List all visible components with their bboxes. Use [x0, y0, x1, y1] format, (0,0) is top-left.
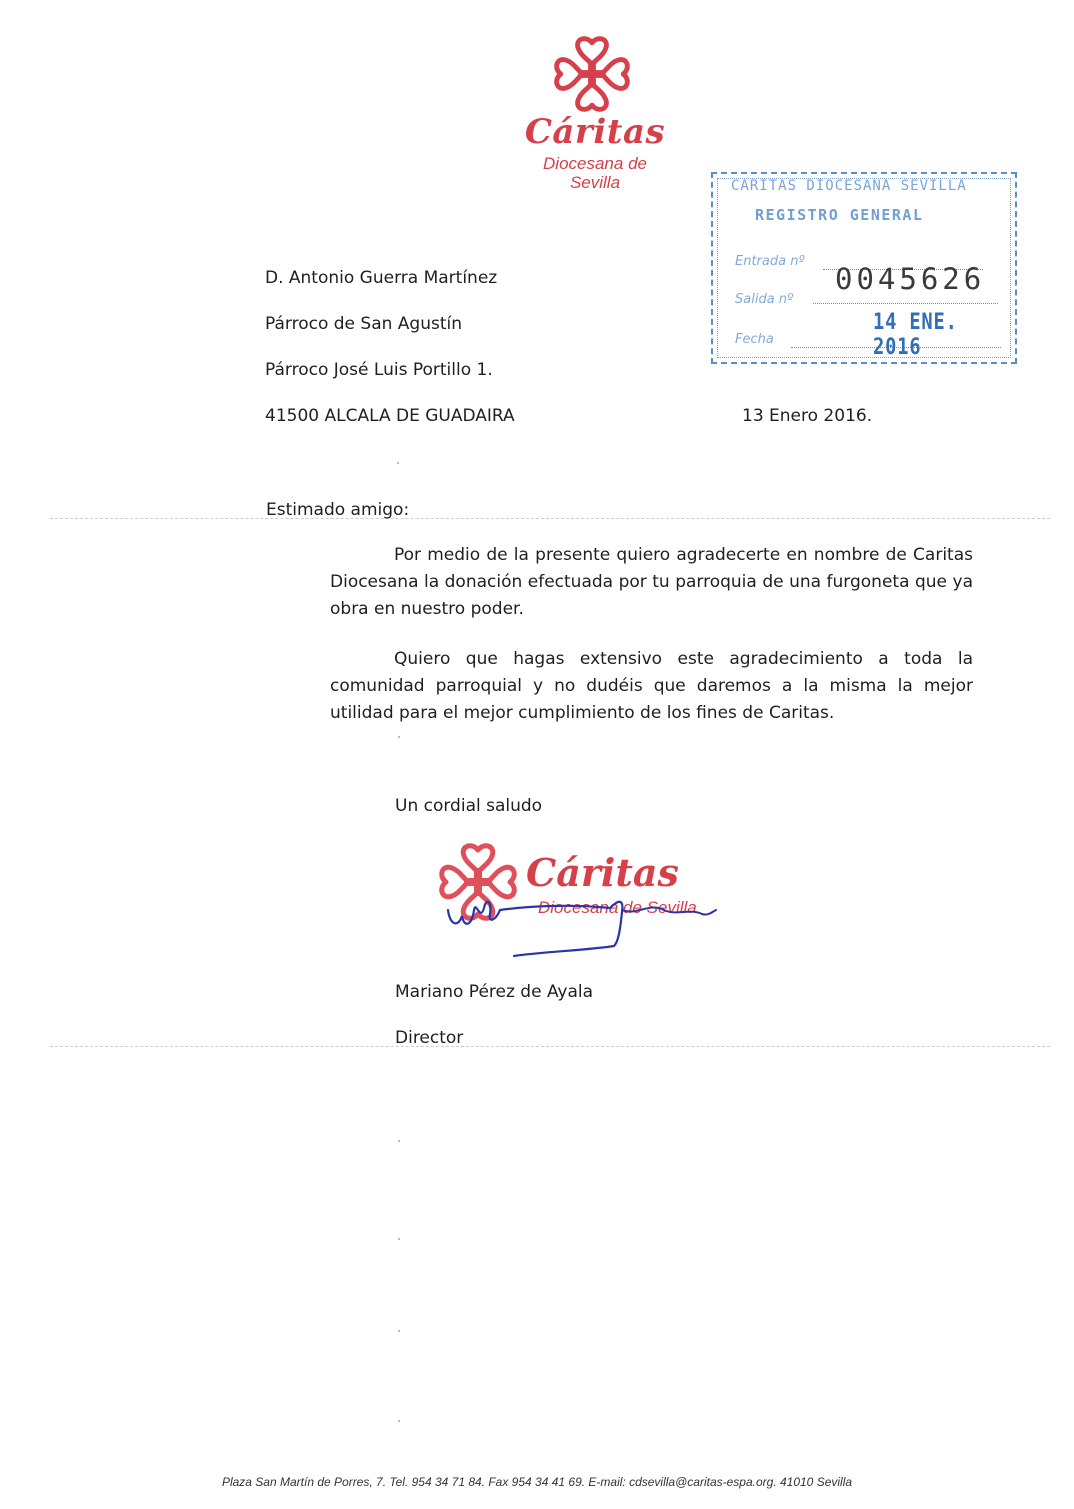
signature-stamp-sub: Diocesana de Sevilla	[538, 898, 697, 917]
letterhead-sub-line2: Sevilla	[569, 173, 621, 192]
body-paragraph-1: Por medio de la presente quiero agradecerte en nombre de Caritas Diocesana la donación efectuada por tu parroquia de una furgoneta que ya obra en nuestro poder.	[330, 545, 973, 619]
letterhead-sub-line1: Diocesana de	[543, 154, 647, 173]
body-paragraph-2: Quiero que hagas extensivo este agradecimiento a toda la comunidad parroquial y no dudéis que daremos a la misma la mejor utilidad para el mejor cumplimiento de los fines de Caritas.	[330, 649, 973, 723]
letterhead-brand: Cáritas	[524, 112, 666, 152]
scan-fleck	[398, 736, 400, 738]
stamp-salida-label: Salida nº	[735, 292, 794, 307]
handwritten-signature	[440, 880, 720, 965]
stamp-fecha-label: Fecha	[735, 332, 774, 347]
stamp-subheader: REGISTRO GENERAL	[755, 206, 924, 224]
letter-date: 13 Enero 2016.	[742, 406, 873, 426]
closing: Un cordial saludo	[395, 796, 543, 816]
signature-stamp-brand: Cáritas	[526, 850, 679, 895]
stamp-date: 14 ENE. 2016	[873, 310, 958, 360]
recipient-address: Párroco José Luis Portillo 1.	[265, 360, 493, 380]
stamp-salida-line	[813, 302, 998, 304]
recipient-role: Párroco de San Agustín	[265, 314, 463, 334]
scan-fleck	[398, 1238, 400, 1240]
scan-artifact-line	[50, 518, 1050, 519]
caritas-cross-logo-icon	[553, 34, 631, 114]
stamp-entrada-label: Entrada nº	[735, 254, 805, 269]
signer-name: Mariano Pérez de Ayala	[395, 982, 594, 1002]
registry-stamp	[711, 172, 1017, 364]
recipient-city: 41500 ALCALA DE GUADAIRA	[265, 406, 515, 426]
stamp-header: CARITAS DIOCESANA SEVILLA	[731, 178, 967, 194]
stamp-registry-number: 0045626	[835, 262, 986, 296]
scan-fleck	[397, 462, 399, 464]
signer-title: Director	[395, 1028, 464, 1048]
scan-artifact-line	[50, 1046, 1050, 1047]
footer-contact: Plaza San Martín de Porres, 7. Tel. 954 34 71 84. Fax 954 34 41 69. E-mail: cdsevilla@caritas-espa.org. 41010 Sevilla	[221, 1475, 853, 1489]
recipient-name: D. Antonio Guerra Martínez	[265, 268, 498, 288]
scan-fleck	[398, 1330, 400, 1332]
scan-fleck	[398, 1420, 400, 1422]
greeting: Estimado amigo:	[266, 500, 410, 520]
scan-fleck	[398, 1140, 400, 1142]
